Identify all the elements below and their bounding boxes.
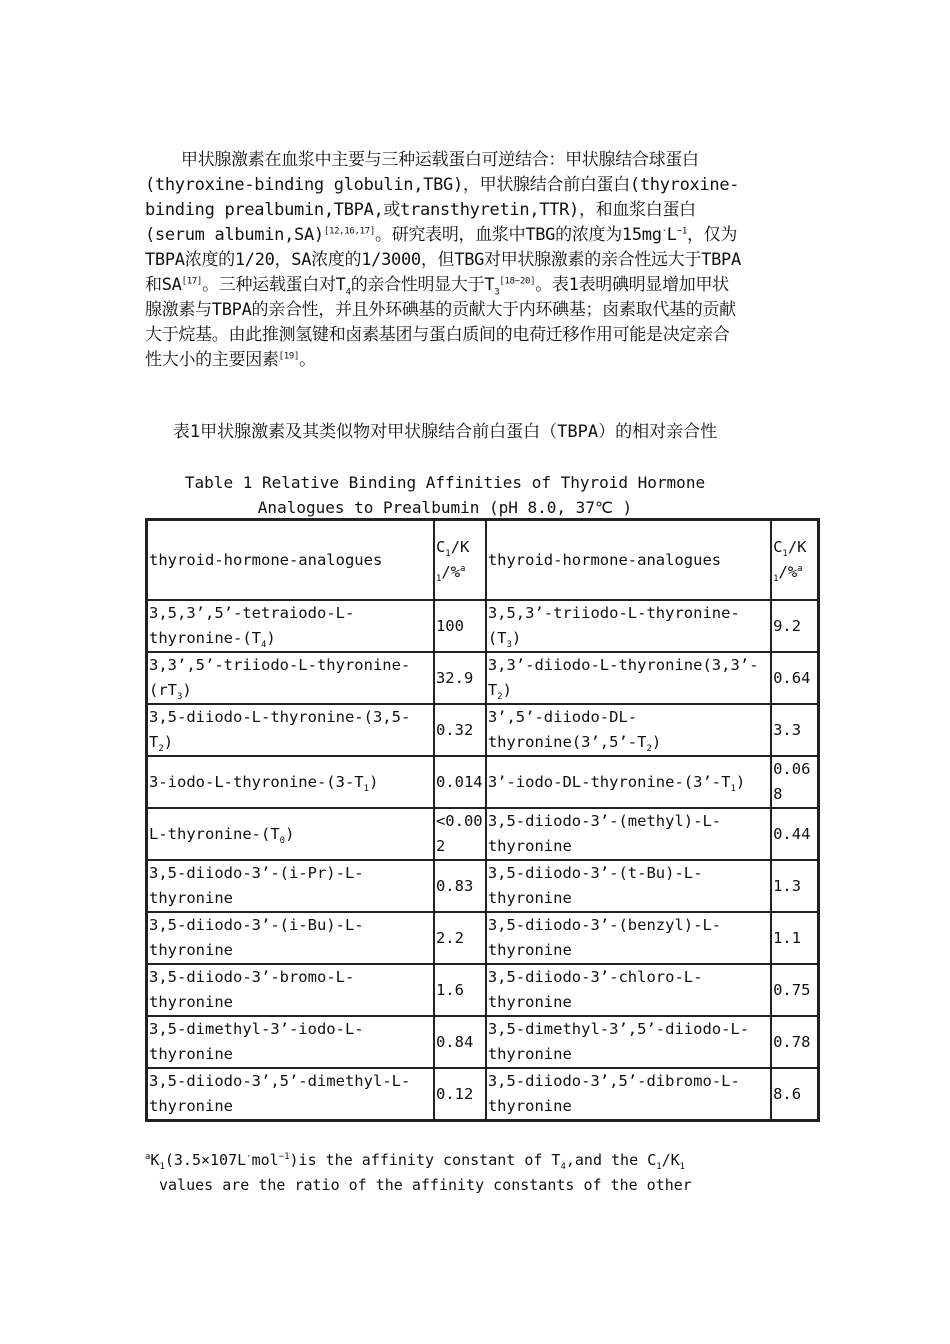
subscript: 1 [159, 1162, 165, 1172]
footnote-text: /K [661, 1151, 680, 1169]
value-cell: 0.83 [434, 860, 486, 912]
compound-cell: 3,5-diiodo-3’-(benzyl)-L-thyronine [486, 912, 771, 964]
compound-cell: $L-thyronine-(T_0)$ [147, 808, 434, 860]
table-row [147, 756, 818, 808]
footnote-text: K [150, 1151, 160, 1169]
paragraph-text: 。研究表明，血浆中TBG的浓度为15mg [375, 225, 662, 245]
paragraph-text: L [666, 225, 677, 245]
value-cell: 100 [434, 600, 486, 652]
table-footnote [145, 1148, 745, 1198]
paragraph-text: 。三种运载蛋白对T [202, 275, 346, 295]
table-header-row [147, 520, 818, 600]
table-row [147, 1016, 818, 1068]
value-cell: <0.002 [434, 808, 486, 860]
footnote-text: (3.5×107L [164, 1151, 247, 1169]
header-cell: thyroid-hormone-analogues [147, 520, 434, 600]
subscript: 1 [656, 1162, 662, 1172]
compound-cell: $3’-iodo-DL-thyronine-(3’-T_1)$ [486, 756, 771, 808]
compound-cell: 3,5-dimethyl-3’-iodo-L-thyronine [147, 1016, 434, 1068]
table-row [147, 652, 818, 704]
table-row [147, 600, 818, 652]
footnote-text: ,and the C [565, 1151, 657, 1169]
header-cell: thyroid-hormone-analogues [486, 520, 771, 600]
value-cell: 9.2 [771, 600, 818, 652]
value-cell: 0.64 [771, 652, 818, 704]
table-row [147, 1068, 818, 1120]
value-cell: 1.6 [434, 964, 486, 1016]
paragraph-text: 甲状腺激素在血浆中主要与三种运载蛋白可逆结合：甲状腺结合球蛋白(thyroxine-binding globulin,TBG)，甲状腺结合前白蛋白(thyroxine-binding prealbumin,TBPA,或transthyretin,TTR)，和血浆白蛋白(serum albumin,SA) [145, 150, 740, 245]
citation: [18~20] [499, 276, 536, 287]
value-cell: 0.84 [434, 1016, 486, 1068]
value-cell: 0.32 [434, 704, 486, 756]
compound-cell: 3,5-diiodo-3’-bromo-L-thyronine [147, 964, 434, 1016]
citation: [17] [181, 276, 203, 287]
value-cell: 0.014 [434, 756, 486, 808]
compound-cell: $3,3’-diiodo-L-thyronine(3,3’-T_2)$ [486, 652, 771, 704]
subscript: 4 [345, 287, 351, 298]
compound-cell: $3’,5’-diiodo-DL-thyronine(3’,5’-T_2)$ [486, 704, 771, 756]
subscript: 4 [560, 1162, 566, 1172]
citation: [19] [278, 351, 300, 362]
exponent: −1 [278, 1152, 290, 1162]
paragraph-text: 。 [299, 350, 316, 370]
compound-cell: 3,5-dimethyl-3’,5’-diiodo-L-thyronine [486, 1016, 771, 1068]
value-cell: 0.75 [771, 964, 818, 1016]
value-cell: 3.3 [771, 704, 818, 756]
compound-cell: 3,5-diiodo-3’-chloro-L-thyronine [486, 964, 771, 1016]
compound-cell: 3,5-diiodo-3’-(i-Pr)-L-thyronine [147, 860, 434, 912]
table-caption-chinese: 表1甲状腺激素及其类似物对甲状腺结合前白蛋白（TBPA）的相对亲合性 [172, 422, 718, 442]
table-row [147, 912, 818, 964]
subscript: 1 [679, 1162, 686, 1172]
paragraph-text: ，仅为TBPA浓度的1/20，SA浓度的1/3000，但TBG对甲状腺激素的亲合性远大于TBPA和SA [145, 225, 741, 295]
compound-cell: $3,5,3’,5’-tetraiodo-L-thyronine-(T_4)$ [147, 600, 434, 652]
header-cell: $C_1/K_1/\%^a$ [771, 520, 818, 600]
value-cell: 1.3 [771, 860, 818, 912]
compound-cell: 3,5-diiodo-3’,5’-dimethyl-L-thyronine [147, 1068, 434, 1120]
compound-cell: $3,5,3’-triiodo-L-thyronine-(T_3)$ [486, 600, 771, 652]
compound-cell: 3,5-diiodo-3’-(i-Bu)-L-thyronine [147, 912, 434, 964]
paragraph-text: 。表1表明碘明显增加甲状腺激素与TBPA的亲合性，并且外环碘基的贡献大于内环碘基；卤素取代基的贡献大于烷基。由此推测氢键和卤素基团与蛋白质间的电荷迁移作用可能是决定亲合性大小的主要因素 [145, 275, 736, 370]
value-cell: 8.6 [771, 1068, 818, 1120]
table-row [147, 860, 818, 912]
dot: · [246, 1152, 252, 1162]
compound-cell: $3-iodo-L-thyronine-(3-T_1)$ [147, 756, 434, 808]
body-paragraph [145, 148, 745, 373]
footnote-mark: a [145, 1152, 151, 1162]
table-row [147, 808, 818, 860]
footnote-text: )is the affinity constant of T [289, 1151, 561, 1169]
compound-cell: $3,5-diiodo-L-thyronine-(3,5-T_2)$ [147, 704, 434, 756]
compound-cell: 3,5-diiodo-3’,5’-dibromo-L-thyronine [486, 1068, 771, 1120]
citation: [12,16,17] [323, 226, 376, 237]
compound-cell: 3,5-diiodo-3’-(t-Bu)-L-thyronine [486, 860, 771, 912]
dot: · [661, 226, 667, 237]
value-cell: 0.068 [771, 756, 818, 808]
affinity-table [145, 518, 820, 1122]
paragraph-text: 的亲合性明显大于T [350, 275, 495, 295]
exponent: −1 [676, 226, 687, 237]
footnote-text: values are the ratio of the affinity constants of the other [159, 1176, 692, 1194]
value-cell: 0.44 [771, 808, 818, 860]
compound-cell: $3,3’,5’-triiodo-L-thyronine-(rT_3)$ [147, 652, 434, 704]
value-cell: 32.9 [434, 652, 486, 704]
table-caption-english: Table 1 Relative Binding Affinities of Thyroid Hormone Analogues to Prealbumin (pH 8.0, 37℃ ) [184, 473, 706, 517]
header-cell: $C_1/K_1/\%^a$ [434, 520, 486, 600]
subscript: 3 [494, 287, 500, 298]
value-cell: 0.12 [434, 1068, 486, 1120]
compound-cell: 3,5-diiodo-3’-(methyl)-L-thyronine [486, 808, 771, 860]
value-cell: 2.2 [434, 912, 486, 964]
table-row [147, 964, 818, 1016]
value-cell: 1.1 [771, 912, 818, 964]
value-cell: 0.78 [771, 1016, 818, 1068]
table-row [147, 704, 818, 756]
footnote-text: mol [251, 1151, 279, 1169]
